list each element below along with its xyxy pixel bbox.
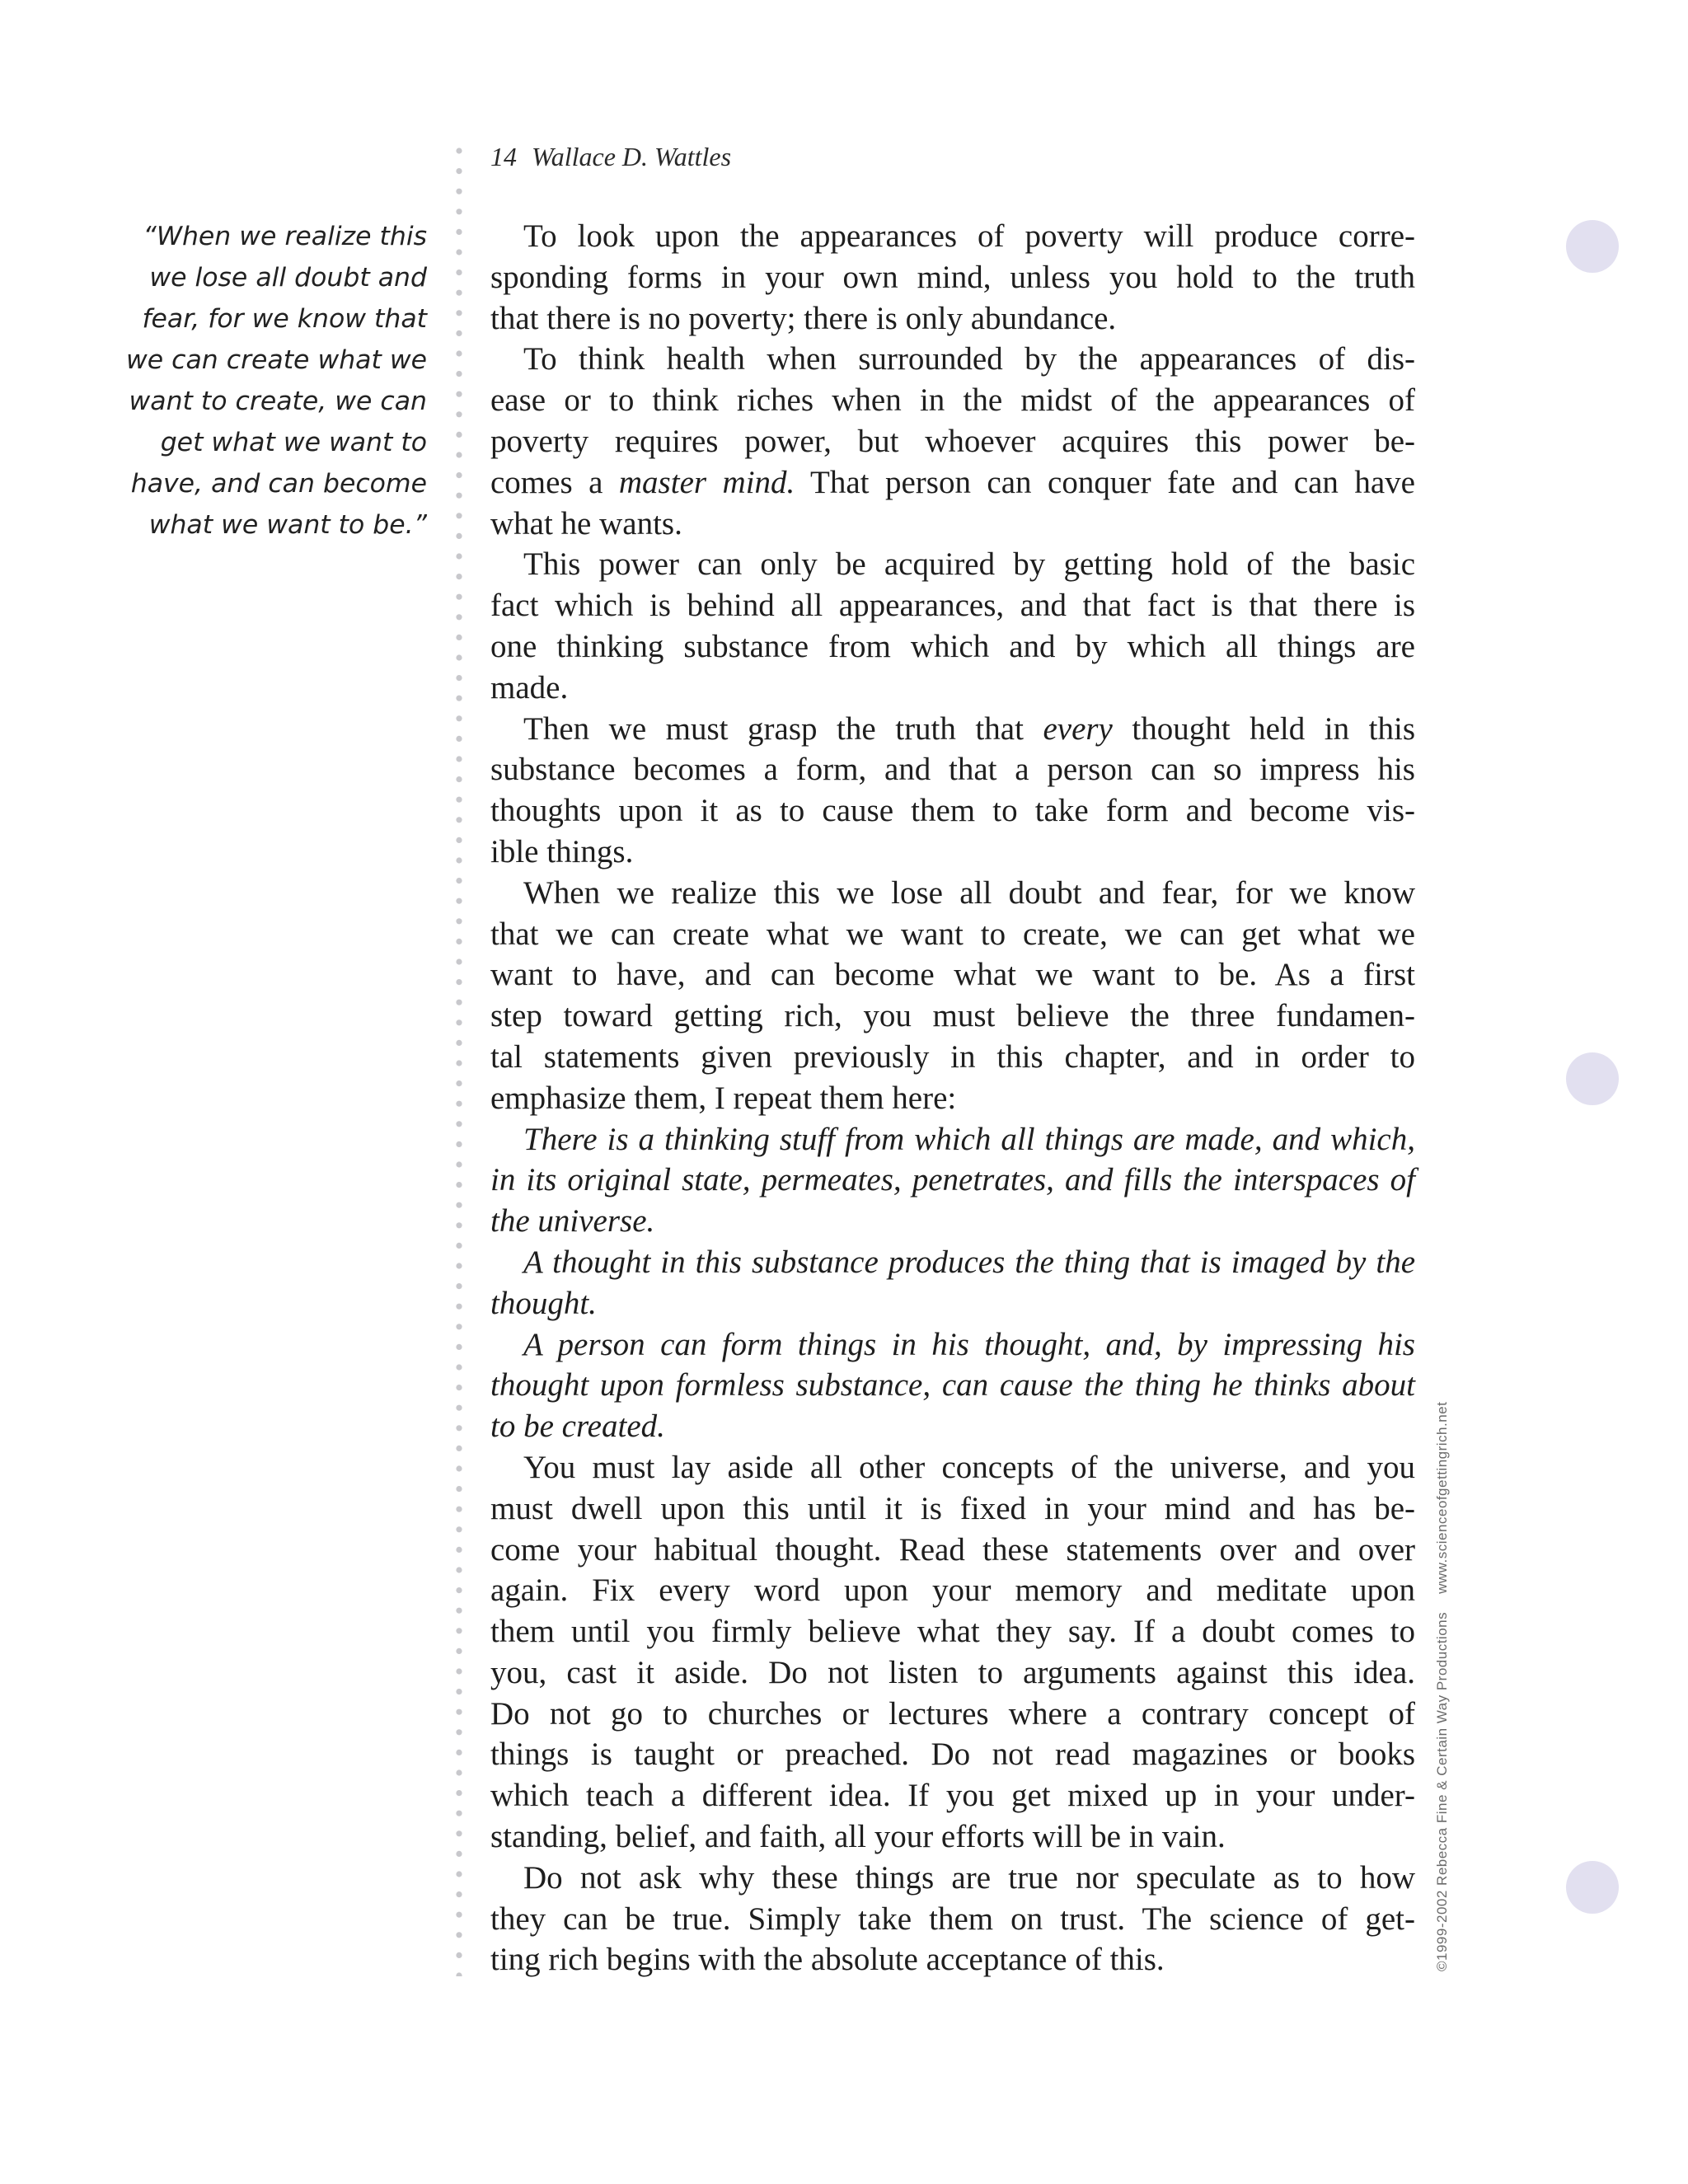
divider-dot — [456, 958, 462, 964]
divider-dot — [456, 1000, 462, 1005]
pull-quote-line: we lose all doubt and — [149, 263, 427, 293]
divider-dot — [456, 1507, 462, 1512]
body-line: which teach a different idea. If you get mixed up in your under- — [490, 1778, 1415, 1814]
body-line: thoughts upon it as to cause them to take form and become vis- — [490, 793, 1415, 829]
divider-dot — [456, 1019, 462, 1025]
divider-dot — [456, 776, 462, 782]
divider-dot — [456, 918, 462, 924]
divider-dot — [456, 1182, 462, 1188]
divider-dot — [456, 1222, 462, 1228]
divider-dot — [456, 635, 462, 640]
divider-dot — [456, 817, 462, 823]
body-line-text: comes a — [490, 464, 619, 500]
pull-quote — [124, 216, 427, 546]
pull-quote-line: we can create what we — [126, 345, 427, 375]
divider-dot — [456, 1750, 462, 1755]
divider-dot — [456, 1769, 462, 1775]
divider-dot — [456, 1080, 462, 1086]
side-credit — [1434, 1402, 1451, 1971]
body-line: you, cast it aside. Do not listen to arguments against this idea. — [490, 1654, 1415, 1690]
divider-dot — [456, 837, 462, 843]
body-line: This power can only be acquired by getting hold of the basic — [523, 546, 1415, 583]
divider-dot — [456, 1830, 462, 1836]
divider-dot — [456, 269, 462, 275]
divider-dot — [456, 553, 462, 559]
divider-dot — [456, 1405, 462, 1411]
body-line: substance becomes a form, and that a person can so impress his — [490, 752, 1415, 788]
divider-dot — [456, 371, 462, 377]
pull-quote-line: fear, for we know that — [142, 304, 427, 334]
divider-dot — [456, 310, 462, 316]
body-line: A thought in this substance produces the thing that is imaged by the — [523, 1244, 1415, 1280]
divider-dot — [456, 1141, 462, 1147]
divider-dot — [456, 594, 462, 600]
divider-dot — [456, 1121, 462, 1127]
divider-dot — [456, 513, 462, 518]
punch-hole — [1566, 220, 1619, 273]
divider-dot — [456, 1932, 462, 1938]
body-line: Do not go to churches or lectures where a contrary concept of — [490, 1695, 1415, 1732]
body-text — [490, 216, 1415, 1980]
divider-dot — [456, 1871, 462, 1877]
body-line: to be created. — [490, 1408, 665, 1445]
divider-dot — [456, 898, 462, 904]
divider-dot — [456, 249, 462, 255]
body-line: thought upon formless substance, can cause the thing he thinks about — [490, 1367, 1415, 1404]
body-line: ease or to think riches when in the midst of the appearances of — [490, 382, 1415, 419]
divider-dot — [456, 736, 462, 742]
body-line: sponding forms in your own mind, unless you hold to the truth — [490, 259, 1415, 295]
body-line: things is taught or preached. Do not read magazines or books — [490, 1736, 1415, 1773]
divider-dot — [456, 533, 462, 539]
punch-hole — [1566, 1861, 1619, 1914]
divider-dot — [456, 452, 462, 457]
divider-dot — [456, 756, 462, 762]
divider-dot — [456, 1486, 462, 1492]
divider-dot — [456, 1729, 462, 1735]
divider-dot — [456, 1263, 462, 1268]
divider-dot — [456, 1040, 462, 1046]
divider-dot — [456, 1385, 462, 1390]
body-line: emphasize them, I repeat them here: — [490, 1080, 957, 1116]
divider-dot — [456, 1952, 462, 1958]
divider-dot — [456, 1790, 462, 1796]
body-line: step toward getting rich, you must believe the three fundamen- — [490, 998, 1415, 1034]
body-line: in its original state, permeates, penetrates, and fills the interspaces of — [490, 1162, 1415, 1198]
body-line: A person can form things in his thought, and, by impressing his — [523, 1326, 1415, 1362]
body-line — [490, 709, 1415, 750]
body-line: must dwell upon this until it is fixed in your mind and has be- — [490, 1490, 1415, 1526]
body-line: one thinking substance from which and by which all things are — [490, 628, 1415, 664]
divider-dot — [456, 1324, 462, 1329]
divider-dot — [456, 1608, 462, 1614]
punch-hole — [1566, 1052, 1619, 1105]
divider-dot — [456, 1465, 462, 1471]
divider-dot — [456, 1425, 462, 1431]
body-line: There is a thinking stuff from which all things are made, and which, — [523, 1121, 1415, 1157]
running-head-author: Wallace D. Wattles — [532, 142, 732, 171]
divider-dot — [456, 1344, 462, 1350]
body-line: what he wants. — [490, 505, 682, 541]
body-line: tal statements given previously in this chapter, and in order to — [490, 1038, 1415, 1075]
divider-dot — [456, 1364, 462, 1370]
divider-dot — [456, 939, 462, 944]
divider-dot — [456, 696, 462, 701]
divider-dot — [456, 229, 462, 235]
divider-dot — [456, 1587, 462, 1593]
divider-dot — [456, 1243, 462, 1249]
divider-dot — [456, 1060, 462, 1066]
divider-dot — [456, 1689, 462, 1694]
dotted-divider — [455, 147, 463, 1976]
body-line: made. — [490, 669, 569, 705]
divider-dot — [456, 1283, 462, 1289]
page-number: 14 — [490, 142, 517, 171]
divider-dot — [456, 290, 462, 296]
body-line: When we realize this we lose all doubt and fear, for we know — [523, 874, 1415, 911]
pull-quote-line: get what we want to — [160, 428, 427, 457]
divider-dot — [456, 209, 462, 214]
divider-dot — [456, 1972, 462, 1976]
pull-quote-line: what we want to be.” — [148, 510, 427, 540]
divider-dot — [456, 1912, 462, 1918]
divider-dot — [456, 1304, 462, 1310]
divider-dot — [456, 493, 462, 499]
divider-dot — [456, 979, 462, 985]
divider-dot — [456, 168, 462, 174]
website-url: www.scienceofgettingrich.net — [1434, 1401, 1450, 1594]
divider-dot — [456, 1446, 462, 1451]
divider-dot — [456, 1628, 462, 1633]
body-line: poverty requires power, but whoever acquires this power be- — [490, 423, 1415, 459]
divider-dot — [456, 797, 462, 803]
body-line: To think health when surrounded by the appearances of dis- — [523, 341, 1415, 377]
body-line: again. Fix every word upon your memory and meditate upon — [490, 1572, 1415, 1609]
divider-dot — [456, 1668, 462, 1674]
running-head — [490, 142, 731, 172]
divider-dot — [456, 1709, 462, 1715]
divider-dot — [456, 675, 462, 681]
divider-dot — [456, 189, 462, 194]
emphasis: every — [1043, 710, 1113, 747]
body-line-text: Then we must grasp the truth that — [523, 710, 1043, 747]
body-line: they can be true. Simply take them on trust. The science of get- — [490, 1900, 1415, 1937]
pull-quote-line: “When we realize this — [143, 222, 427, 251]
divider-dot — [456, 391, 462, 397]
divider-dot — [456, 1101, 462, 1107]
divider-dot — [456, 574, 462, 579]
body-line — [490, 462, 1415, 504]
divider-dot — [456, 1547, 462, 1553]
divider-dot — [456, 1567, 462, 1572]
body-line: them until you firmly believe what they say. If a doubt comes to — [490, 1614, 1415, 1650]
body-line: ible things. — [490, 833, 634, 869]
body-line: the universe. — [490, 1203, 655, 1240]
body-line: come your habitual thought. Read these statements over and over — [490, 1531, 1415, 1568]
body-line-text: thought held in this — [1112, 710, 1416, 747]
copyright-notice: ©1999-2002 Rebecca Fine & Certain Way Productions — [1434, 1611, 1450, 1971]
divider-dot — [456, 350, 462, 356]
body-line: Do not ask why these things are true nor speculate as to how — [523, 1859, 1415, 1896]
body-line: fact which is behind all appearances, and that fact is that there is — [490, 588, 1415, 624]
divider-dot — [456, 330, 462, 336]
body-line: that there is no poverty; there is only abundance. — [490, 300, 1117, 336]
pull-quote-line: have, and can become — [130, 469, 427, 499]
divider-dot — [456, 411, 462, 417]
body-line: You must lay aside all other concepts of the universe, and you — [523, 1449, 1415, 1485]
divider-dot — [456, 432, 462, 438]
pull-quote-line: want to create, we can — [129, 387, 427, 416]
divider-dot — [456, 715, 462, 721]
body-line: standing, belief, and faith, all your efforts will be in vain. — [490, 1819, 1226, 1855]
divider-dot — [456, 1851, 462, 1857]
body-line: that we can create what we want to create, we can get what we — [490, 916, 1415, 952]
divider-dot — [456, 1202, 462, 1208]
emphasis: master mind. — [618, 464, 795, 500]
body-line-text: That person can conquer fate and can have — [795, 464, 1415, 500]
body-line: thought. — [490, 1285, 597, 1321]
divider-dot — [456, 878, 462, 883]
divider-dot — [456, 654, 462, 660]
divider-dot — [456, 614, 462, 620]
divider-dot — [456, 472, 462, 478]
body-line: want to have, and can become what we want to be. As a first — [490, 957, 1415, 993]
body-line: ting rich begins with the absolute acceptance of this. — [490, 1942, 1165, 1978]
divider-dot — [456, 857, 462, 863]
divider-dot — [456, 148, 462, 153]
divider-dot — [456, 1648, 462, 1654]
body-line: To look upon the appearances of poverty will produce corre- — [523, 218, 1415, 254]
divider-dot — [456, 1161, 462, 1167]
divider-dot — [456, 1811, 462, 1816]
divider-dot — [456, 1526, 462, 1532]
divider-dot — [456, 1891, 462, 1897]
